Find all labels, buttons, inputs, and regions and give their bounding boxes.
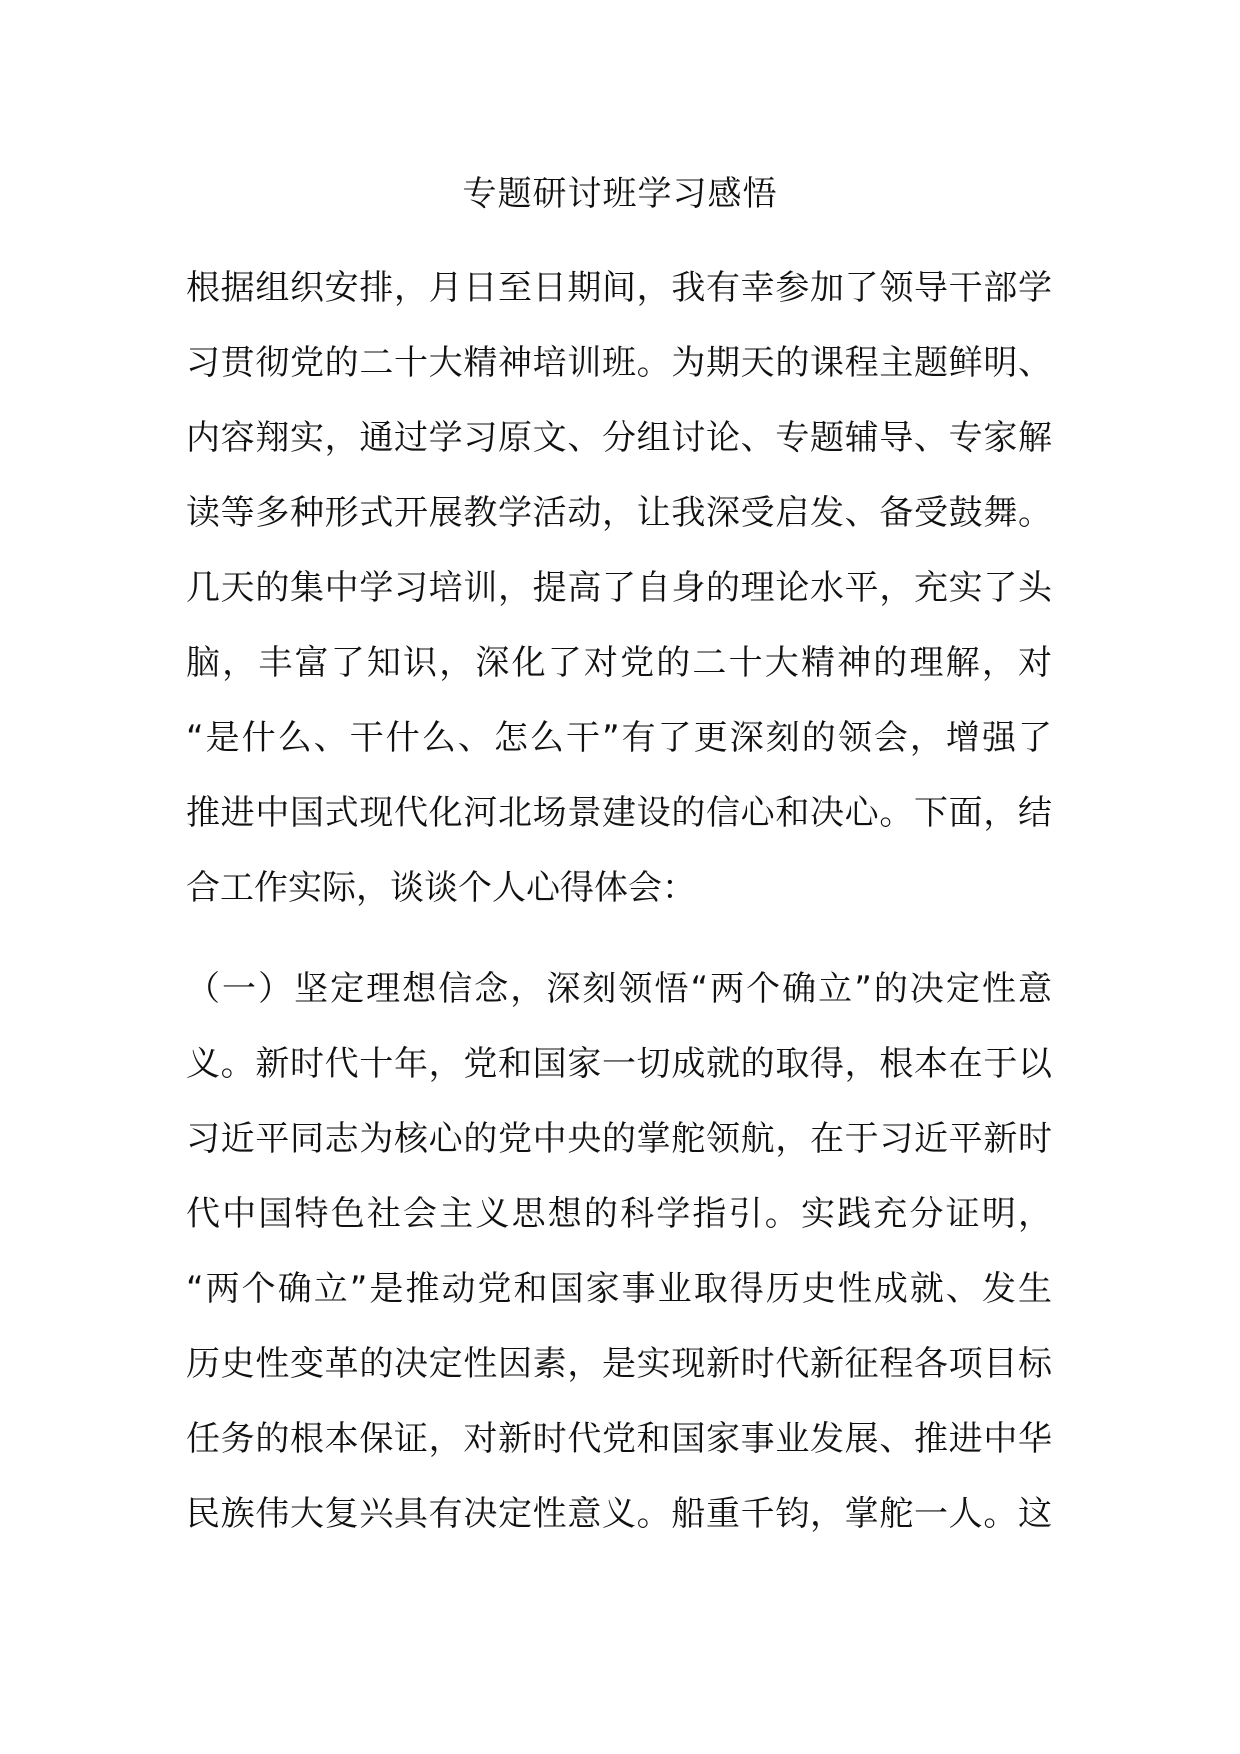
paragraph-1 [186, 251, 1052, 926]
paragraph-line: 任务的根本保证，对新时代党和国家事业发展、推进中华 [186, 1419, 1052, 1459]
paragraph-line: “是什么、干什么、怎么干”有了更深刻的领会，增强了 [186, 718, 1052, 758]
paragraph-2 [186, 952, 1052, 1552]
paragraph-line: 内容翔实，通过学习原文、分组讨论、专题辅导、专家解 [186, 418, 1052, 458]
paragraph-line: 脑，丰富了知识，深化了对党的二十大精神的理解，对 [186, 643, 1052, 683]
paragraph-line: 民族伟大复兴具有决定性意义。船重千钧，掌舵一人。这 [186, 1494, 1052, 1534]
paragraph-line: 根据组织安排，月日至日期间，我有幸参加了领导干部学 [186, 268, 1052, 308]
paragraph-line: 读等多种形式开展教学活动，让我深受启发、备受鼓舞。 [186, 493, 1052, 533]
paragraph-line: 代中国特色社会主义思想的科学指引。实践充分证明， [186, 1194, 1052, 1234]
paragraph-line: （一）坚定理想信念，深刻领悟“两个确立”的决定性意 [186, 969, 1052, 1009]
paragraph-line: 习贯彻党的二十大精神培训班。为期天的课程主题鲜明、 [186, 343, 1052, 383]
paragraph-line: 义。新时代十年，党和国家一切成就的取得，根本在于以 [186, 1044, 1052, 1084]
document-title: 专题研讨班学习感悟 [462, 174, 778, 214]
paragraph-line: “两个确立”是推动党和国家事业取得历史性成就、发生 [186, 1269, 1052, 1309]
paragraph-line: 习近平同志为核心的党中央的掌舵领航，在于习近平新时 [186, 1119, 1052, 1159]
paragraph-line: 合工作实际，谈谈个人心得体会： [186, 868, 696, 908]
paragraph-line: 几天的集中学习培训，提高了自身的理论水平，充实了头 [186, 568, 1052, 608]
paragraph-line: 推进中国式现代化河北场景建设的信心和决心。下面，结 [186, 793, 1052, 833]
paragraph-line: 历史性变革的决定性因素，是实现新时代新征程各项目标 [186, 1344, 1052, 1384]
